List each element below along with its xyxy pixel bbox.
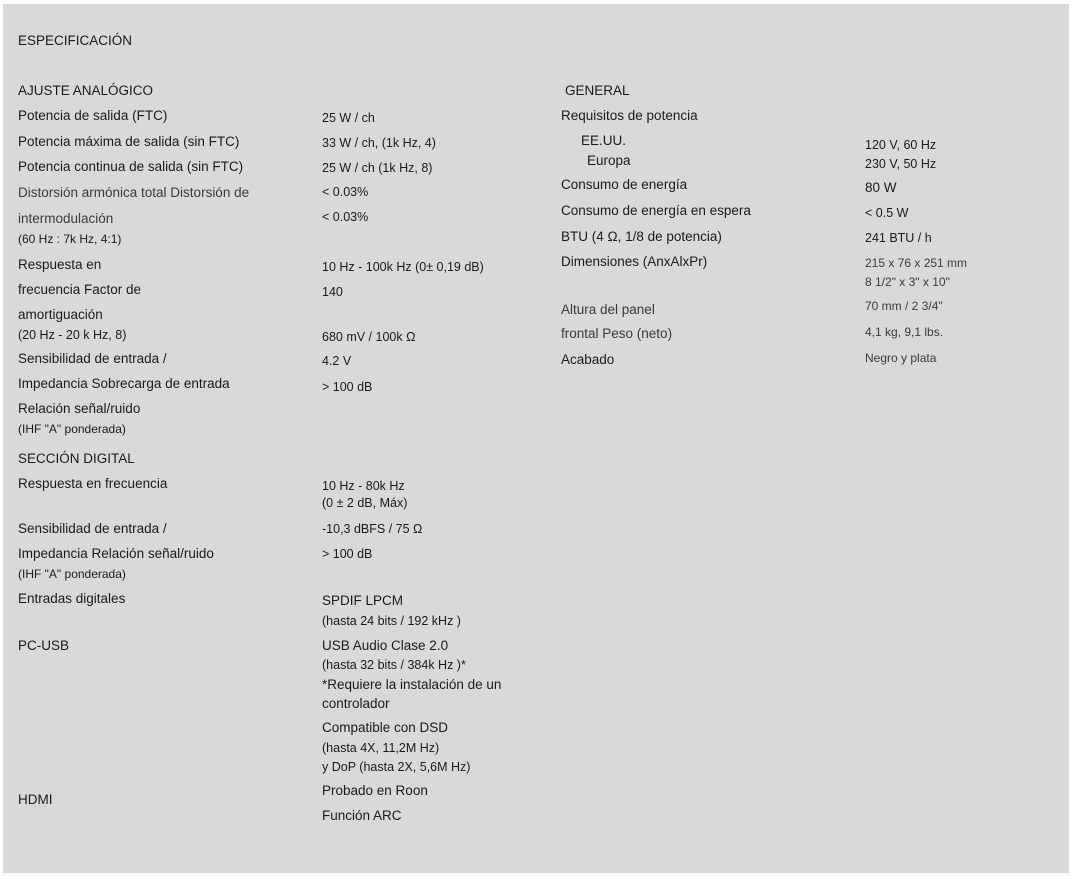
- analog-label: Potencia máxima de salida (sin FTC): [18, 134, 240, 149]
- analog-label: Impedancia Sobrecarga de entrada: [18, 376, 230, 391]
- analog-label: (60 Hz : 7k Hz, 4:1): [18, 232, 122, 246]
- digital-label: Entradas digitales: [18, 591, 126, 606]
- analog-label: Relación señal/ruido: [18, 401, 141, 416]
- digital-label: (IHF "A" ponderada): [18, 567, 126, 581]
- analog-label: (20 Hz - 20 k Hz, 8): [18, 328, 127, 342]
- digital-value: (0 ± 2 dB, Máx): [322, 496, 408, 510]
- general-value: Negro y plata: [865, 351, 937, 365]
- analog-value: > 100 dB: [322, 380, 373, 394]
- general-label: BTU (4 Ω, 1/8 de potencia): [561, 229, 722, 244]
- digital-value: y DoP (hasta 2X, 5,6M Hz): [322, 760, 471, 774]
- analog-value: 140: [322, 285, 343, 299]
- general-value: 230 V, 50 Hz: [865, 157, 937, 171]
- general-label: Dimensiones (AnxAlxPr): [561, 254, 708, 269]
- general-label: Consumo de energía: [561, 177, 688, 192]
- general-label: Requisitos de potencia: [561, 108, 698, 123]
- digital-value: Función ARC: [322, 808, 402, 823]
- digital-value: -10,3 dBFS / 75 Ω: [322, 522, 423, 536]
- analog-label: (IHF "A" ponderada): [18, 422, 126, 436]
- general-label: Altura del panel: [561, 302, 655, 317]
- analog-label: Respuesta en: [18, 257, 102, 272]
- general-value: 80 W: [865, 180, 897, 195]
- analog-label: Sensibilidad de entrada /: [18, 351, 167, 366]
- analog-value: 680 mV / 100k Ω: [322, 330, 416, 344]
- general-value: 70 mm / 2 3/4": [865, 299, 943, 313]
- page-title: ESPECIFICACIÓN: [18, 33, 133, 48]
- digital-value: Compatible con DSD: [322, 720, 449, 735]
- analog-label: Distorsión armónica total Distorsión de: [18, 185, 250, 200]
- general-value: 215 x 76 x 251 mm: [865, 256, 968, 270]
- digital-value: USB Audio Clase 2.0: [322, 638, 449, 653]
- digital-value: controlador: [322, 696, 390, 711]
- general-value: 8 1/2" x 3" x 10": [865, 275, 950, 289]
- digital-value: 10 Hz - 80k Hz: [322, 479, 405, 493]
- general-label: EE.UU.: [581, 133, 627, 148]
- digital-value: (hasta 32 bits / 384k Hz )*: [322, 658, 466, 672]
- digital-label: Sensibilidad de entrada /: [18, 521, 167, 536]
- digital-label: HDMI: [18, 792, 53, 807]
- digital-value: > 100 dB: [322, 547, 373, 561]
- general-value: 120 V, 60 Hz: [865, 138, 937, 152]
- digital-value: *Requiere la instalación de un: [322, 677, 502, 692]
- analog-value: 10 Hz - 100k Hz (0± 0,19 dB): [322, 260, 484, 274]
- analog-label: intermodulación: [18, 211, 114, 226]
- digital-value: Probado en Roon: [322, 783, 428, 798]
- analog-label: Potencia de salida (FTC): [18, 108, 168, 123]
- general-label: frontal Peso (neto): [561, 326, 673, 341]
- analog-value: < 0.03%: [322, 185, 369, 199]
- general-heading: GENERAL: [565, 83, 630, 98]
- general-value: 241 BTU / h: [865, 231, 932, 245]
- digital-value: (hasta 4X, 11,2M Hz): [322, 741, 440, 755]
- analog-value: 25 W / ch (1k Hz, 8): [322, 161, 433, 175]
- analog-value: 33 W / ch, (1k Hz, 4): [322, 136, 436, 150]
- general-value: < 0.5 W: [865, 206, 909, 220]
- general-label: Acabado: [561, 352, 615, 367]
- digital-value: SPDIF LPCM: [322, 593, 404, 608]
- analog-label: amortiguación: [18, 307, 103, 322]
- general-label: Europa: [587, 153, 631, 168]
- analog-value: 25 W / ch: [322, 111, 375, 125]
- general-value: 4,1 kg, 9,1 lbs.: [865, 325, 944, 339]
- analog-label: frecuencia Factor de: [18, 282, 142, 297]
- analog-label: Potencia continua de salida (sin FTC): [18, 159, 244, 174]
- general-label: Consumo de energía en espera: [561, 203, 751, 218]
- analog-heading: AJUSTE ANALÓGICO: [18, 83, 154, 98]
- digital-label: Respuesta en frecuencia: [18, 476, 168, 491]
- digital-label: Impedancia Relación señal/ruido: [18, 546, 214, 561]
- analog-value: 4.2 V: [322, 354, 352, 368]
- digital-value: (hasta 24 bits / 192 kHz ): [322, 614, 461, 628]
- analog-value: < 0.03%: [322, 210, 369, 224]
- digital-heading: SECCIÓN DIGITAL: [18, 451, 135, 466]
- digital-label: PC-USB: [18, 638, 70, 653]
